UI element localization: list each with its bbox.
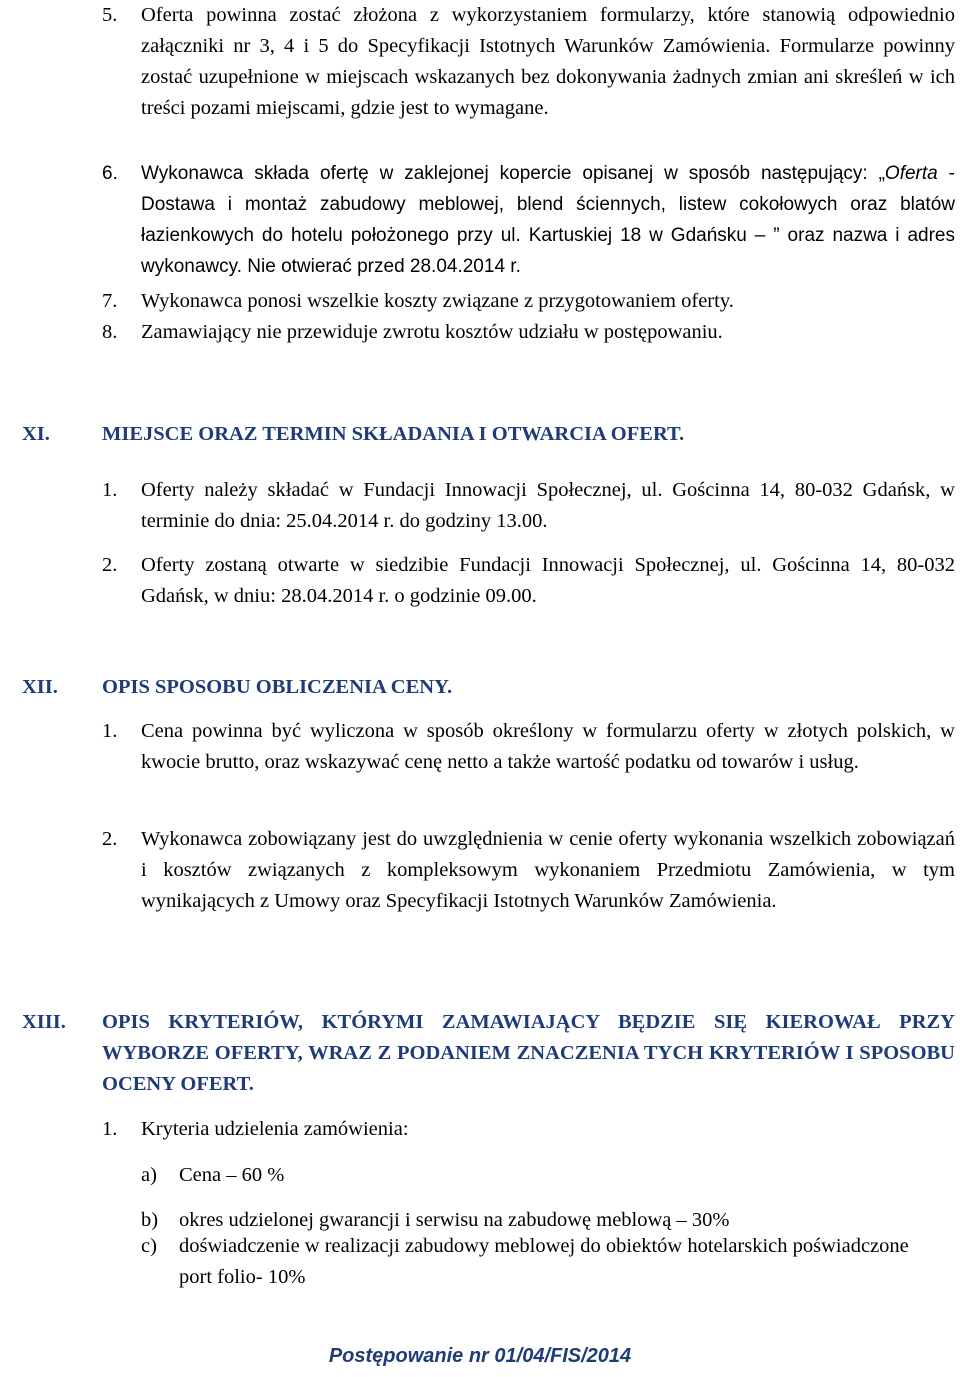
- item-number: 1.: [102, 720, 118, 742]
- item-text-italic: Oferta: [884, 163, 938, 184]
- section13-number: XIII.: [22, 1011, 66, 1033]
- section11-number: XI.: [22, 423, 50, 445]
- section13-title: OPIS KRYTERIÓW, KTÓRYMI ZAMAWIAJĄCY BĘDZIE SIĘ KIEROWAŁ PRZY WYBORZE OFERTY, WRAZ Z PODANIEM ZNACZENIA TYCH KRYTERIÓW I SPOSOBU OCENY OFERT.: [102, 1011, 955, 1095]
- section12-number: XII.: [22, 676, 58, 698]
- item-text: Cena powinna być wyliczona w sposób określony w formularzu oferty w złotych polskich, w kwocie brutto, oraz wskazywać cenę netto a także wartość podatku od towarów i usług.: [141, 720, 955, 773]
- section10-item5: [102, 0, 955, 124]
- item-text: Wykonawca zobowiązany jest do uwzględnienia w cenie oferty wykonania wszelkich zobowiązań i kosztów związanych z kompleksowym wykonaniem Przedmiotu Zamówienia, w tym wynikających z Umowy oraz Specyfikacji Istotnych Warunków Zamówienia.: [141, 828, 955, 912]
- section11-item1: [102, 475, 955, 537]
- item-number: 8.: [102, 321, 118, 343]
- item-number: 2.: [102, 554, 118, 576]
- criterion-text: doświadczenie w realizacji zabudowy meblowej do obiektów hotelarskich poświadczone port folio- 10%: [179, 1235, 909, 1288]
- section12-title: OPIS SPOSOBU OBLICZENIA CENY.: [102, 676, 453, 698]
- section11-item2: [102, 550, 955, 612]
- item-number: 1.: [102, 1118, 118, 1140]
- item-number: 5.: [102, 4, 118, 26]
- item-text: Oferty należy składać w Fundacji Innowacji Społecznej, ul. Gościnna 14, 80-032 Gdańsk, w terminie do dnia: 25.04.2014 r. do godziny 13.00.: [141, 479, 955, 532]
- item-text-after: - Dostawa i montaż zabudowy meblowej, blend ściennych, listew cokołowych oraz blatów łazienkowych do hotelu położonego przy ul. Kartuskiej 18 w Gdańsku – ” oraz nazwa i adres wykonawcy. Nie otwierać przed 28.04.2014 r.: [141, 163, 955, 277]
- section12-item1: [102, 716, 955, 778]
- section10-item8: [102, 317, 955, 348]
- section10-item7: [102, 286, 955, 317]
- item-text: Wykonawca ponosi wszelkie koszty związane z przygotowaniem oferty.: [141, 290, 734, 312]
- item-text-before: Wykonawca składa ofertę w zaklejonej kopercie opisanej w sposób następujący: „: [141, 163, 885, 184]
- item-number: 7.: [102, 290, 118, 312]
- criterion-text: okres udzielonej gwarancji i serwisu na zabudowę meblową – 30%: [179, 1209, 730, 1231]
- item-number: 2.: [102, 828, 118, 850]
- section13-item1: [102, 1114, 955, 1145]
- item-text: Zamawiający nie przewiduje zwrotu kosztów udziału w postępowaniu.: [141, 321, 723, 343]
- item-text: Oferta powinna zostać złożona z wykorzystaniem formularzy, które stanowią odpowiednio załączniki nr 3, 4 i 5 do Specyfikacji Istotnych Warunków Zamówienia. Formularze powinny zostać uzupełnione w miejscach wskazanych bez dokonywania żadnych zmian ani skreśleń w ich treści pozami miejscami, gdzie jest to wymagane.: [141, 4, 955, 119]
- criterion-text: Cena – 60 %: [179, 1164, 285, 1186]
- item-number: 1.: [102, 479, 118, 501]
- criterion-a: [141, 1160, 911, 1191]
- criterion-c: [141, 1231, 911, 1293]
- item-number: 6.: [102, 163, 118, 184]
- criterion-letter: c): [141, 1235, 157, 1257]
- item-text: Kryteria udzielenia zamówienia:: [141, 1118, 409, 1140]
- section12-item2: [102, 824, 955, 917]
- criterion-letter: a): [141, 1164, 157, 1186]
- footer-case-number: Postępowanie nr 01/04/FIS/2014: [328, 1345, 632, 1367]
- criterion-letter: b): [141, 1209, 159, 1231]
- item-text: Oferty zostaną otwarte w siedzibie Fundacji Innowacji Społecznej, ul. Gościnna 14, 80-032 Gdańsk, w dniu: 28.04.2014 r. o godzinie 09.00.: [141, 554, 955, 607]
- section10-item6: [102, 158, 955, 282]
- section11-title: MIEJSCE ORAZ TERMIN SKŁADANIA I OTWARCIA OFERT.: [102, 423, 685, 445]
